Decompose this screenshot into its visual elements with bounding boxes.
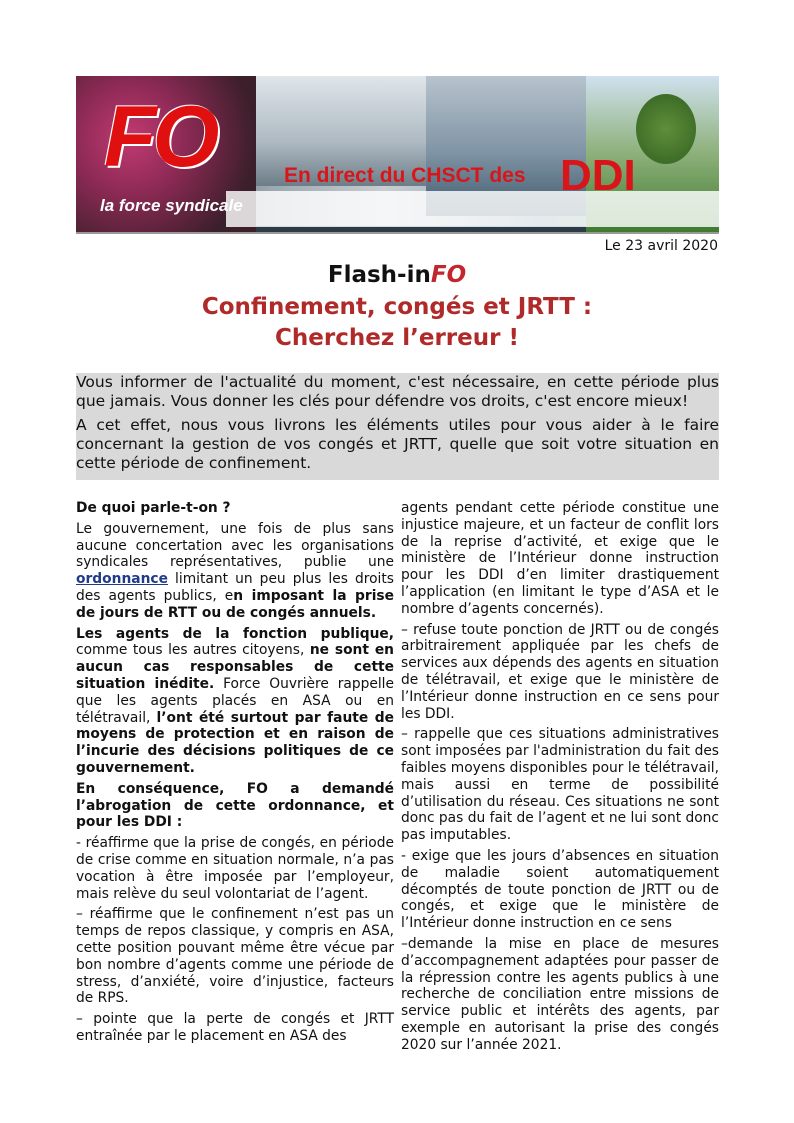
text-span: limitant un peu plus les droits des agents publics, e	[76, 571, 394, 604]
left-paragraph-4: - réaffirme que la prise de congés, en période de crise comme en situation normale, n’a pas vocation à être imposée par l’employeur, mais relève du seul volontariat de l’agent.	[76, 835, 394, 902]
flash-info-title	[0, 262, 794, 288]
right-paragraph-1: agents pendant cette période constitue une injustice majeure, et un facteur de conflit lors de la reprise d’activité, et exige que le ministère de l’Intérieur donne instruction pour les DDI d’en limiter drastiquement l’application (en limitant le type d’ASA et le nombre d’agents concernés).	[401, 500, 719, 617]
right-paragraph-4: - exige que les jours d’absences en situation de maladie soient automatiquement décomptés de toute ponction de JRTT ou de congés, et exige que le ministère de l’Intérieur donne instruction en ce sens	[401, 847, 719, 932]
text-span: comme tous les autres citoyens,	[76, 642, 310, 659]
left-paragraph-5: – réaffirme que le confinement n’est pas un temps de repos classique, y compris en ASA, cette position pouvant même être vécue par bon nombre d’agents comme une période de stress, d’anxiété, voire d’injustice, facteurs de RPS.	[76, 906, 394, 1007]
main-title-line-2: Cherchez l’erreur !	[275, 325, 519, 351]
right-paragraph-5: –demande la mise en place de mesures d’accompagnement adaptées pour passer de la répression contre les agents publics à une recherche de conciliation entre missions de service public et intérêts des agents, par exemple en autorisant la prise des congés 2020 sur l’année 2021.	[401, 935, 719, 1053]
bold-text: Les agents de la fonction publique,	[76, 625, 394, 642]
bold-text: l’ont été surtout par faute de moyens de protection et en raison de l’incurie des décisions politiques de ce gouvernement.	[76, 709, 394, 776]
right-paragraph-3: – rappelle que ces situations administratives sont imposées par l'administration du fait des faibles moyens disponibles pour le télétravail, mais aussi en terme de possibilité d’utilisation du réseau. Ces situations ne sont donc pas du fait de l’agent et ne lui sont donc pas imputables.	[401, 726, 720, 844]
flash-fo: FO	[430, 262, 467, 288]
main-title	[0, 292, 794, 354]
intro-paragraph-1: Vous informer de l'actualité du moment, c'est nécessaire, en cette période plus que jamais. Vous donner les clés pour défendre vos droits, c'est encore mieux!	[76, 373, 719, 410]
right-paragraph-2: – refuse toute ponction de JRTT ou de congés arbitrairement appliquée par les chefs de services aux dépends des agents en situation de télétravail, et exige que le ministère de l’Intérieur donne instruction en ce sens pour les DDI.	[401, 621, 719, 722]
banner-text-strip	[226, 191, 719, 227]
flash-prefix: Flash-in	[327, 262, 431, 288]
left-paragraph-6: – pointe que la perte de congés et JRTT entraînée par le placement en ASA des	[76, 1011, 394, 1044]
left-paragraph-2	[76, 626, 394, 777]
fo-tagline: la force syndicale	[100, 196, 243, 215]
banner-subtitle: En direct du CHSCT des	[284, 164, 526, 187]
intro-box	[76, 373, 719, 480]
banner-tree	[636, 94, 696, 164]
left-paragraph-3	[76, 781, 394, 831]
bold-text: En conséquence, FO a demandé l’abrogation de cette ordonnance, et pour les DDI :	[76, 780, 394, 831]
document-date: Le 23 avril 2020	[604, 238, 718, 254]
banner-ddi: DDI	[560, 151, 636, 200]
bold-text: ne sont en aucun cas responsables de cette situation inédite.	[76, 642, 395, 692]
main-title-line-1: Confinement, congés et JRTT :	[201, 294, 593, 320]
left-paragraph-1	[76, 521, 394, 622]
right-column	[401, 500, 719, 1058]
fo-logo: FO	[104, 89, 216, 185]
ordonnance-link[interactable]: ordonnance	[76, 571, 168, 588]
left-column	[76, 500, 394, 1049]
header-banner	[76, 76, 719, 234]
section-heading: De quoi parle-t-on ?	[76, 500, 231, 516]
intro-paragraph-2: A cet effet, nous vous livrons les éléments utiles pour vous aider à le faire concernant la gestion de vos congés et JRTT, quelle que soit votre situation en cette période de confinement.	[76, 416, 719, 472]
bold-text: n imposant la prise de jours de RTT ou de congés annuels.	[76, 587, 394, 621]
text-span: Force Ouvrière rappelle que les agents placés en ASA ou en télétravail,	[76, 675, 394, 726]
text-span: Le gouvernement, une fois de plus sans aucune concertation avec les organisations syndicales représentatives, publie une	[76, 520, 394, 571]
